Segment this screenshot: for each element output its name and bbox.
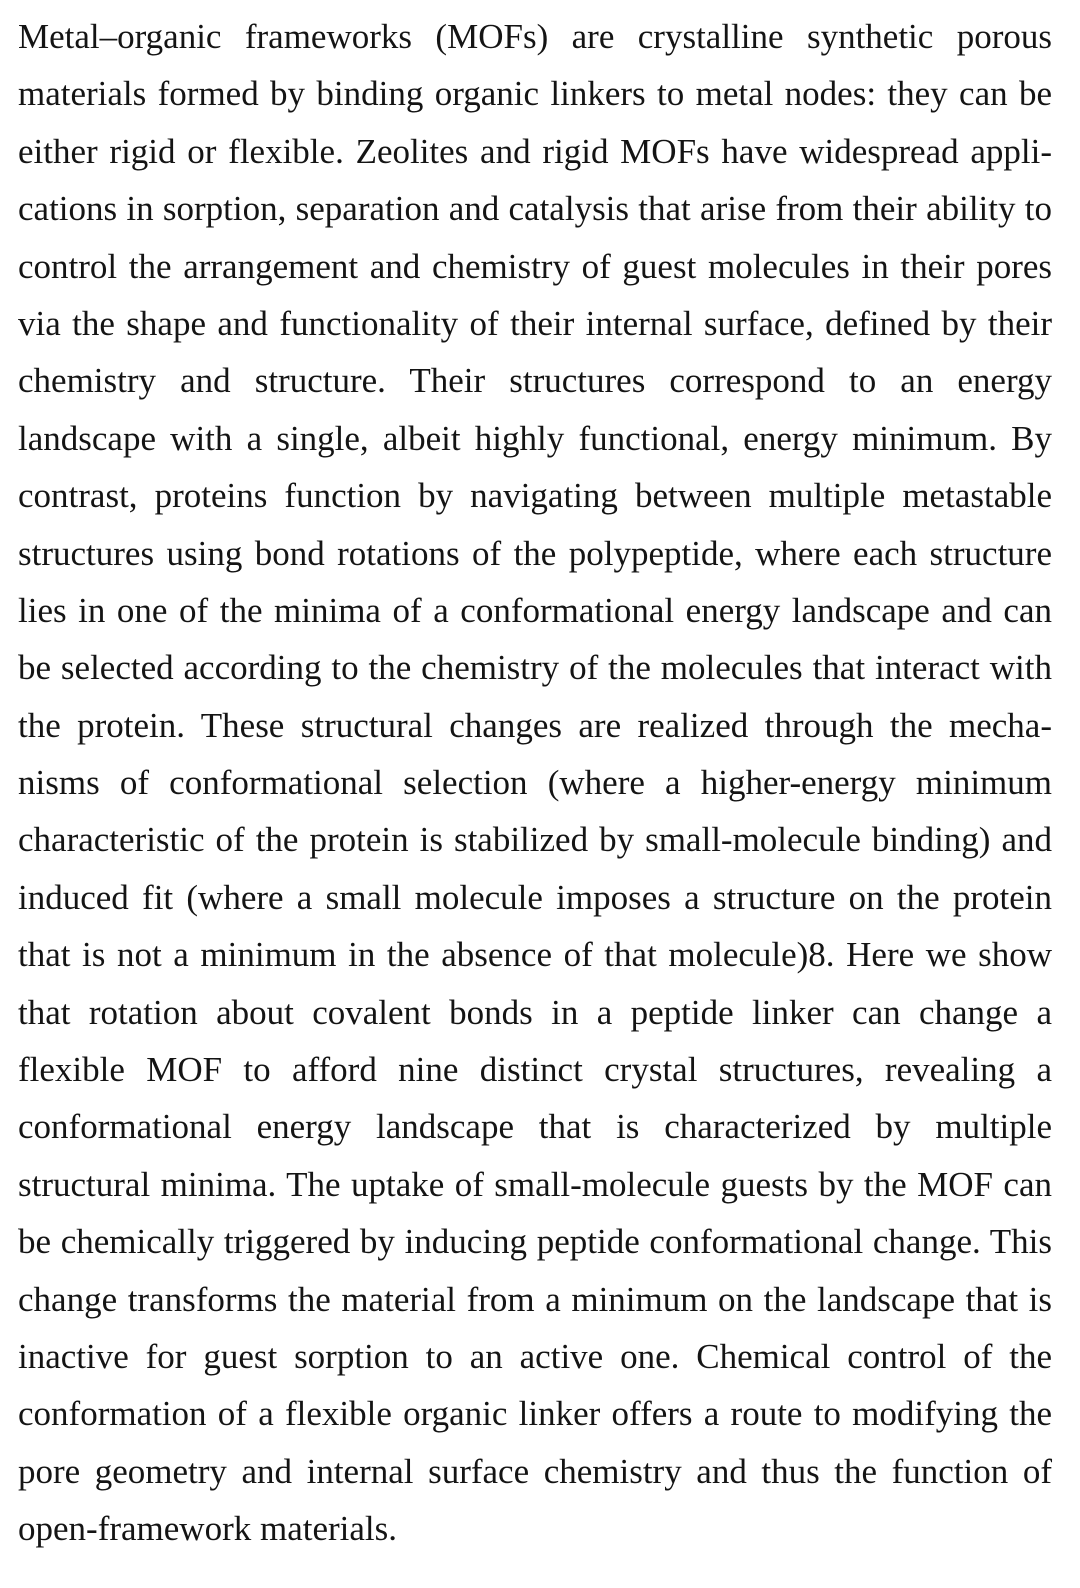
text-line: that is not a minimum in the absence of that molecule)8. Here we show xyxy=(18,935,1052,975)
text-line: structures using bond rotations of the polypeptide, where each structure xyxy=(18,533,1052,573)
text-line: chemistry and structure. Their structures correspond to an energy xyxy=(18,361,1052,401)
text-line: contrast, proteins function by navigating between multiple metastable xyxy=(18,476,1052,516)
text-line: via the shape and functionality of their internal surface, defined by their xyxy=(18,303,1052,343)
text-line: lies in one of the minima of a conformational energy landscape and can xyxy=(18,590,1052,630)
text-line: Metal–organic frameworks (MOFs) are crystalline synthetic porous xyxy=(18,17,1052,56)
text-line: be selected according to the chemistry of the molecules that interact with xyxy=(18,648,1052,688)
text-line: materials formed by binding organic linkers to metal nodes: they can be xyxy=(18,74,1052,114)
text-line: pore geometry and internal surface chemistry and thus the function of xyxy=(18,1451,1052,1491)
text-line: flexible MOF to afford nine distinct crystal structures, revealing a xyxy=(18,1050,1052,1090)
text-line: control the arrangement and chemistry of guest molecules in their pores xyxy=(18,246,1052,286)
text-line: conformation of a flexible organic linker offers a route to modifying the xyxy=(18,1394,1052,1434)
text-line: landscape with a single, albeit highly functional, energy minimum. By xyxy=(18,418,1052,458)
text-line: induced fit (where a small molecule imposes a structure on the protein xyxy=(18,877,1052,917)
text-line: conformational energy landscape that is characterized by multiple xyxy=(18,1107,1052,1147)
text-line: structural minima. The uptake of small-molecule guests by the MOF can xyxy=(18,1164,1052,1204)
text-line: cations in sorption, separation and catalysis that arise from their ability to xyxy=(18,189,1052,229)
text-line: be chemically triggered by inducing peptide conformational change. This xyxy=(18,1222,1052,1262)
text-line: characteristic of the protein is stabilized by small-molecule binding) and xyxy=(18,820,1052,860)
text-line: nisms of conformational selection (where a higher-energy minimum xyxy=(18,763,1052,803)
text-line: that rotation about covalent bonds in a peptide linker can change a xyxy=(18,992,1052,1032)
text-line-last: open-framework materials. xyxy=(18,1509,398,1549)
text-line: inactive for guest sorption to an active one. Chemical control of the xyxy=(18,1336,1052,1376)
text-line: change transforms the material from a minimum on the landscape that is xyxy=(18,1279,1052,1319)
abstract-paragraph xyxy=(18,8,1052,1558)
text-line: the protein. These structural changes are realized through the mecha- xyxy=(18,705,1052,745)
document-page xyxy=(18,8,1052,1558)
text-line: either rigid or flexible. Zeolites and rigid MOFs have widespread appli- xyxy=(18,131,1052,171)
